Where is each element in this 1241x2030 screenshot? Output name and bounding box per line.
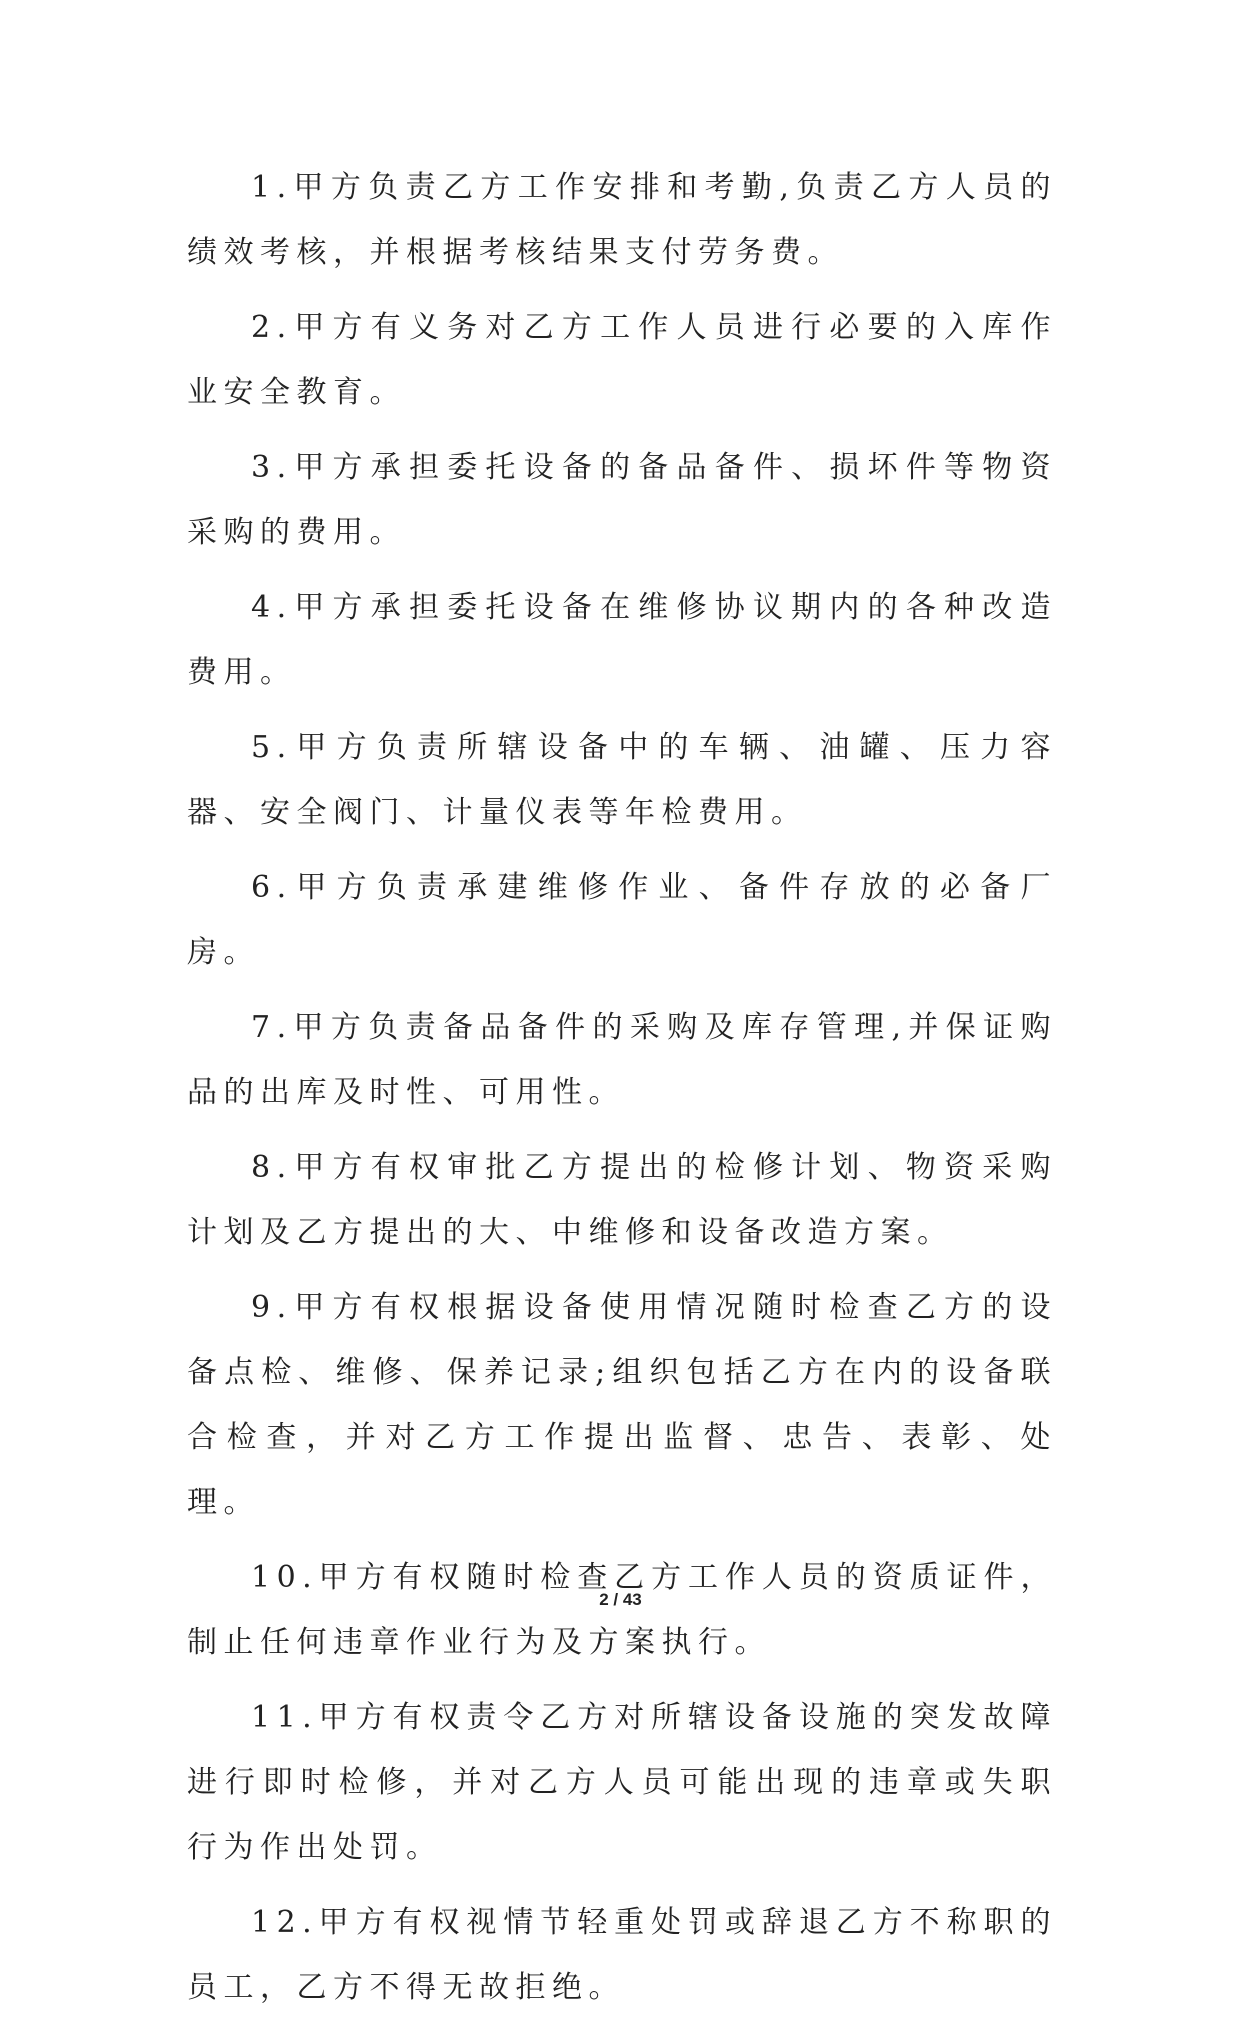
document-body	[187, 155, 1057, 2030]
clause-9: 9.甲方有权根据设备使用情况随时检查乙方的设备点检、维修、保养记录;组织包括乙方在内的设备联合检查，并对乙方工作提出监督、忠告、表彰、处理。	[187, 1290, 1057, 1520]
page-number: 2 / 43	[599, 1590, 642, 1609]
clause-1: 1.甲方负责乙方工作安排和考勤,负责乙方人员的绩效考核，并根据考核结果支付劳务费。	[187, 170, 1057, 270]
clause-4: 4.甲方承担委托设备在维修协议期内的各种改造费用。	[187, 590, 1057, 690]
clause-5: 5.甲方负责所辖设备中的车辆、油罐、压力容器、安全阀门、计量仪表等年检费用。	[187, 730, 1057, 830]
clause-6: 6.甲方负责承建维修作业、备件存放的必备厂房。	[187, 870, 1057, 970]
clause-11: 11.甲方有权责令乙方对所辖设备设施的突发故障进行即时检修，并对乙方人员可能出现的违章或失职行为作出处罚。	[187, 1700, 1057, 1865]
clause-2: 2.甲方有义务对乙方工作人员进行必要的入库作业安全教育。	[187, 310, 1057, 410]
clause-12: 12.甲方有权视情节轻重处罚或辞退乙方不称职的员工，乙方不得无故拒绝。	[187, 1905, 1057, 2005]
clause-10: 10.甲方有权随时检查乙方工作人员的资质证件，制止任何违章作业行为及方案执行。	[187, 1560, 1057, 1660]
clause-3: 3.甲方承担委托设备的备品备件、损坏件等物资采购的费用。	[187, 450, 1057, 550]
clause-8: 8.甲方有权审批乙方提出的检修计划、物资采购计划及乙方提出的大、中维修和设备改造方案。	[187, 1150, 1057, 1250]
clause-7: 7.甲方负责备品备件的采购及库存管理,并保证购品的出库及时性、可用性。	[187, 1010, 1057, 1110]
